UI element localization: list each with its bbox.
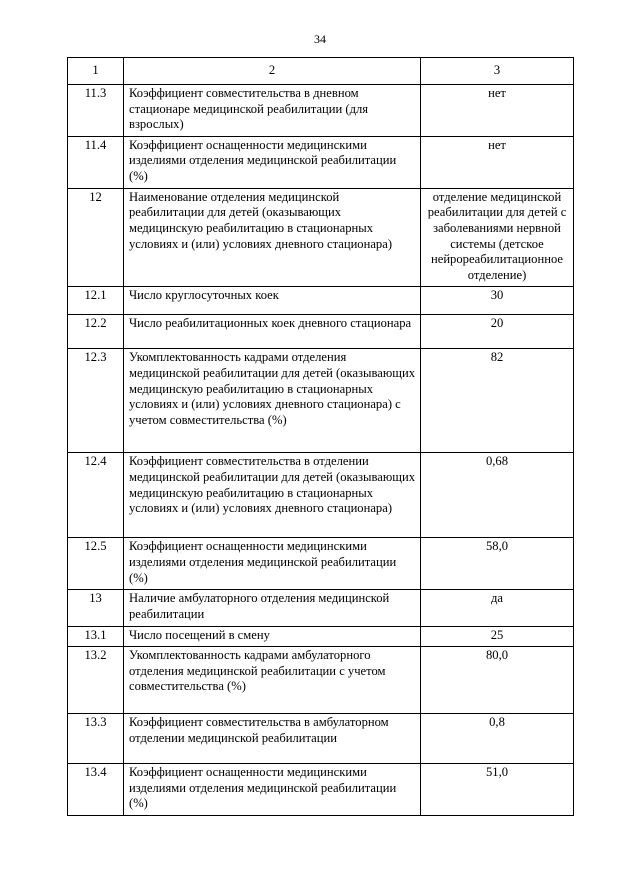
row-value: 30	[421, 287, 574, 315]
row-value: да	[421, 590, 574, 626]
row-number: 11.3	[68, 85, 124, 137]
table-row	[68, 590, 574, 626]
row-description: Укомплектованность кадрами отделения медицинской реабилитации для детей (оказывающих медицинскую реабилитацию в стационарных условиях и (или) условиях дневного стационара) с учетом совместительства (%)	[124, 349, 421, 453]
row-value: 0,68	[421, 453, 574, 538]
row-number: 13.1	[68, 626, 124, 647]
row-description: Число посещений в смену	[124, 626, 421, 647]
table-row	[68, 647, 574, 714]
row-number: 12	[68, 188, 124, 287]
column-header-2: 2	[124, 58, 421, 85]
row-value: нет	[421, 136, 574, 188]
row-description: Укомплектованность кадрами амбулаторного отделения медицинской реабилитации с учетом совместительства (%)	[124, 647, 421, 714]
row-value: 0,8	[421, 714, 574, 764]
row-description: Коэффициент оснащенности медицинскими изделиями отделения медицинской реабилитации (%)	[124, 538, 421, 590]
row-value: 58,0	[421, 538, 574, 590]
row-number: 11.4	[68, 136, 124, 188]
row-number: 12.4	[68, 453, 124, 538]
row-number: 12.3	[68, 349, 124, 453]
row-description: Коэффициент оснащенности медицинскими изделиями отделения медицинской реабилитации (%)	[124, 764, 421, 816]
row-value: 20	[421, 315, 574, 349]
table-header-row	[68, 58, 574, 85]
table-row	[68, 315, 574, 349]
row-description: Число круглосуточных коек	[124, 287, 421, 315]
row-number: 12.5	[68, 538, 124, 590]
row-description: Коэффициент совместительства в дневном стационаре медицинской реабилитации (для взрослых)	[124, 85, 421, 137]
row-description: Коэффициент совместительства в отделении медицинской реабилитации для детей (оказывающих медицинскую реабилитацию в стационарных условиях и (или) условиях дневного стационара)	[124, 453, 421, 538]
row-description: Наличие амбулаторного отделения медицинской реабилитации	[124, 590, 421, 626]
indicators-table	[67, 57, 574, 816]
table-row	[68, 538, 574, 590]
table-row	[68, 764, 574, 816]
column-header-3: 3	[421, 58, 574, 85]
column-header-1: 1	[68, 58, 124, 85]
table-row	[68, 287, 574, 315]
row-number: 13.4	[68, 764, 124, 816]
row-value: 25	[421, 626, 574, 647]
row-description: Коэффициент оснащенности медицинскими изделиями отделения медицинской реабилитации (%)	[124, 136, 421, 188]
row-value: 51,0	[421, 764, 574, 816]
table-row	[68, 136, 574, 188]
row-description: Наименование отделения медицинской реабилитации для детей (оказывающих медицинскую реабилитацию в стационарных условиях и (или) условиях дневного стационара)	[124, 188, 421, 287]
table-row	[68, 714, 574, 764]
row-value: 82	[421, 349, 574, 453]
table-row	[68, 349, 574, 453]
row-value: 80,0	[421, 647, 574, 714]
table-row	[68, 188, 574, 287]
row-number: 13.2	[68, 647, 124, 714]
row-number: 12.1	[68, 287, 124, 315]
row-description: Коэффициент совместительства в амбулаторном отделении медицинской реабилитации	[124, 714, 421, 764]
table-row	[68, 453, 574, 538]
row-number: 13	[68, 590, 124, 626]
row-description: Число реабилитационных коек дневного стационара	[124, 315, 421, 349]
page-number: 34	[314, 32, 326, 46]
row-number: 12.2	[68, 315, 124, 349]
table-row	[68, 626, 574, 647]
row-value: отделение медицинской реабилитации для детей с заболеваниями нервной системы (детское нейрореабилитационное отделение)	[421, 188, 574, 287]
row-number: 13.3	[68, 714, 124, 764]
table-row	[68, 85, 574, 137]
row-value: нет	[421, 85, 574, 137]
